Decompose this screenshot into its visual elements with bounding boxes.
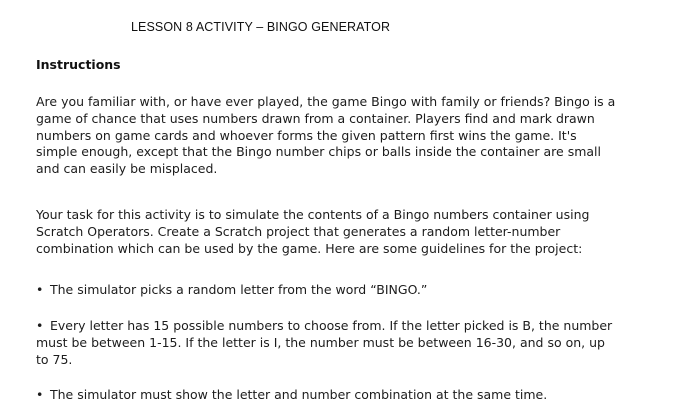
task-paragraph	[36, 207, 696, 257]
bullet-text: The simulator picks a random letter from the word “BINGO.”	[50, 282, 428, 297]
bullet-dot: •	[36, 318, 44, 333]
paragraph-line: simple enough, except that the Bingo number chips or balls inside the container are small	[36, 144, 601, 160]
guideline-bullet-1	[36, 282, 696, 299]
bullet-dot: •	[36, 282, 44, 297]
paragraph-line: game of chance that uses numbers drawn from a container. Players find and mark drawn	[36, 110, 595, 126]
bullet-line: to 75.	[36, 351, 73, 367]
paragraph-line: Scratch Operators. Create a Scratch project that generates a random letter-number	[36, 223, 561, 239]
guideline-bullet-2	[36, 318, 696, 368]
bullet-text: Every letter has 15 possible numbers to choose from. If the letter picked is B, the number	[50, 318, 613, 333]
bullet-line: must be between 1-15. If the letter is I, the number must be between 16-30, and so on, up	[36, 334, 605, 350]
intro-paragraph	[36, 94, 696, 178]
instructions-heading: Instructions	[36, 57, 121, 72]
paragraph-line: numbers on game cards and whoever forms the given pattern first wins the game. It's	[36, 127, 577, 143]
guideline-bullet-3	[36, 387, 696, 404]
lesson-title: LESSON 8 ACTIVITY – BINGO GENERATOR	[131, 20, 391, 34]
paragraph-line: combination which can be used by the game. Here are some guidelines for the project:	[36, 240, 583, 256]
paragraph-line: Your task for this activity is to simulate the contents of a Bingo numbers container using	[36, 207, 590, 222]
bullet-line	[36, 318, 696, 335]
paragraph-line: Are you familiar with, or have ever played, the game Bingo with family or friends? Bingo is a	[36, 94, 616, 109]
bullet-text: The simulator must show the letter and number combination at the same time.	[50, 387, 548, 402]
bullet-dot: •	[36, 387, 44, 402]
bullet-line	[36, 282, 696, 299]
bullet-line	[36, 387, 696, 404]
paragraph-line: and can easily be misplaced.	[36, 161, 218, 177]
